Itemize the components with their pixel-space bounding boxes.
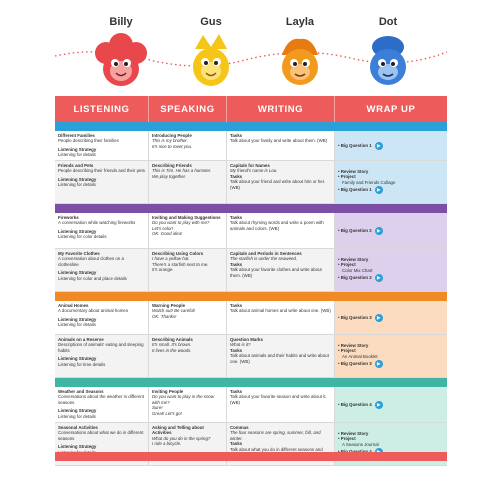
big-question-text: Big Question 4 bbox=[340, 401, 372, 407]
character-name: Billy bbox=[109, 16, 133, 28]
writing-cell bbox=[227, 335, 335, 377]
strategy-detail: Listening for details bbox=[58, 152, 96, 158]
writing-item-text: The four seasons are spring, summer, fall, and winter. bbox=[230, 430, 321, 441]
speaking-example: Great! Let's go! bbox=[152, 410, 182, 416]
speaking-example: Do you want to play with me? bbox=[152, 220, 210, 226]
character-billy bbox=[76, 0, 166, 93]
lesson-description: A documentary about animal homes bbox=[58, 308, 129, 314]
review-story-link[interactable]: • Review Story bbox=[338, 430, 369, 436]
speaking-example: This is Tim. He has a hamster. bbox=[152, 168, 212, 174]
speaking-cell bbox=[149, 301, 227, 334]
column-header-band bbox=[55, 96, 447, 122]
strategy-label: Listening Strategy bbox=[58, 316, 97, 322]
wrap-up-cell bbox=[335, 301, 447, 334]
wrap-up-cell bbox=[335, 387, 447, 422]
writing-item-text: Talk about animal homes and write about one. (WB) bbox=[230, 308, 331, 314]
review-story-label: Review Story bbox=[340, 430, 369, 436]
speaking-example: It's small. It's brown. bbox=[152, 342, 192, 348]
lesson-title: Fireworks bbox=[58, 215, 79, 220]
play-icon[interactable]: ▶ bbox=[375, 227, 383, 235]
big-question-label: • Big Question 3 bbox=[338, 361, 372, 367]
speaking-cell bbox=[149, 131, 227, 160]
wrap-up-cell bbox=[335, 249, 447, 291]
big-question-label: • Big Question 1 bbox=[338, 187, 372, 193]
speaking-example: I ride a bicycle. bbox=[152, 441, 182, 447]
big-question-link[interactable] bbox=[338, 186, 444, 194]
big-question-label: • Big Question 2 bbox=[338, 227, 372, 233]
lesson-row bbox=[55, 387, 447, 423]
character-layla bbox=[255, 0, 345, 93]
strategy-detail: Listening for color and place details bbox=[58, 275, 127, 281]
dot-figure bbox=[358, 31, 418, 93]
play-icon[interactable]: ▶ bbox=[375, 401, 383, 409]
strategy-label: Listening Strategy bbox=[58, 270, 97, 276]
strategy-label: Listening Strategy bbox=[58, 444, 97, 450]
speaking-example: OK. Thanks! bbox=[152, 313, 177, 319]
strategy-label: Listening Strategy bbox=[58, 146, 97, 152]
big-question-link[interactable] bbox=[338, 227, 444, 235]
strategy-detail: Listening for time details bbox=[58, 361, 106, 367]
project-name: An Animal Booklet bbox=[342, 353, 378, 359]
writing-item-title: Tasks bbox=[230, 441, 243, 447]
character-name: Dot bbox=[378, 16, 398, 28]
section-stripe bbox=[55, 292, 447, 301]
review-story-label: Review Story bbox=[340, 342, 369, 348]
speaking-title: Warning People bbox=[152, 303, 186, 308]
speaking-example: What do you do in the spring? bbox=[152, 435, 211, 441]
big-question-link[interactable] bbox=[338, 314, 444, 322]
bottom-band bbox=[55, 452, 447, 461]
listening-cell bbox=[55, 387, 149, 422]
writing-item-title: Tasks bbox=[230, 389, 243, 394]
writing-item-title: Tasks bbox=[230, 261, 243, 267]
big-question-link[interactable] bbox=[338, 274, 444, 282]
speaking-title: Introducing People bbox=[152, 133, 192, 138]
wrap-up-cell bbox=[335, 213, 447, 248]
big-question-label: • Big Question 4 bbox=[338, 401, 372, 407]
play-icon[interactable]: ▶ bbox=[375, 142, 383, 150]
speaking-cell bbox=[149, 335, 227, 377]
listening-cell bbox=[55, 335, 149, 377]
lesson-row bbox=[55, 213, 447, 249]
project-label: Project bbox=[340, 174, 356, 180]
header-speaking: SPEAKING bbox=[149, 96, 227, 122]
writing-item-title: Tasks bbox=[230, 173, 243, 179]
speaking-title: Inviting People bbox=[152, 389, 184, 394]
section-stripe bbox=[55, 122, 447, 131]
big-question-label: • Big Question 1 bbox=[338, 142, 372, 148]
section-stripe bbox=[55, 204, 447, 213]
strategy-label: Listening Strategy bbox=[58, 176, 97, 182]
writing-item-text: Talk about what you do in different seasons and bbox=[230, 446, 323, 452]
writing-item-text: My friend's name is Lou. bbox=[230, 168, 278, 174]
project-label-line: • Project bbox=[338, 262, 356, 268]
project-label: Project bbox=[340, 262, 356, 268]
writing-item-title: Tasks bbox=[230, 347, 243, 353]
strategy-label: Listening Strategy bbox=[58, 356, 97, 362]
character-gus bbox=[166, 0, 256, 93]
speaking-example: There's a starfish next to me. bbox=[152, 261, 209, 267]
speaking-title: Describing Using Colors bbox=[152, 251, 204, 256]
lesson-row bbox=[55, 131, 447, 161]
writing-item-text: Talk about animals and their habits and write about one. (WB) bbox=[230, 353, 329, 364]
speaking-example: It's orange. bbox=[152, 267, 174, 273]
review-story-link[interactable]: • Review Story bbox=[338, 256, 369, 262]
writing-cell bbox=[227, 131, 335, 160]
writing-item-text: Talk about your favorite clothes and write about them. (WB) bbox=[230, 267, 322, 278]
big-question-text: Big Question 3 bbox=[340, 314, 372, 320]
header-listening: LISTENING bbox=[55, 96, 149, 122]
writing-item-text: What is it? bbox=[230, 342, 251, 348]
lesson-row bbox=[55, 335, 447, 378]
review-story-link[interactable]: • Review Story bbox=[338, 342, 369, 348]
play-icon[interactable]: ▶ bbox=[375, 314, 383, 322]
listening-cell bbox=[55, 301, 149, 334]
syllabus-table bbox=[55, 122, 447, 466]
project-label-line: • Project bbox=[338, 436, 356, 442]
project-label: Project bbox=[340, 348, 356, 354]
lesson-title: Weather and Seasons bbox=[58, 389, 104, 394]
lesson-description: Conversations about what we do in different seasons bbox=[58, 430, 144, 441]
strategy-detail: Listening for details bbox=[58, 322, 96, 328]
speaking-example: I have a yellow hat. bbox=[152, 256, 190, 262]
writing-cell bbox=[227, 213, 335, 248]
speaking-example: Do you want to play in the snow with me? bbox=[152, 394, 214, 405]
writing-item-title: Commas bbox=[230, 425, 249, 430]
listening-cell bbox=[55, 161, 149, 203]
lesson-row bbox=[55, 301, 447, 335]
wrap-up-cell bbox=[335, 335, 447, 377]
writing-item-text: The starfish is under the seaweed. bbox=[230, 256, 298, 262]
big-question-link[interactable] bbox=[338, 142, 444, 150]
project-name: A Seasons Journal bbox=[342, 441, 379, 447]
writing-item-title: Question Marks bbox=[230, 337, 263, 342]
lesson-description: Descriptions of animals' eating and sleeping habits bbox=[58, 342, 144, 353]
speaking-cell bbox=[149, 387, 227, 422]
writing-item-title: Capitals and Periods in Sentences bbox=[230, 251, 302, 256]
character-name: Layla bbox=[285, 16, 315, 28]
lesson-title: Friends and Pets bbox=[58, 163, 94, 168]
speaking-title: Describing Animals bbox=[152, 337, 193, 342]
project-label: Project bbox=[340, 436, 356, 442]
strategy-label: Listening Strategy bbox=[58, 228, 97, 234]
character-strip bbox=[0, 0, 500, 96]
speaking-example: It lives in the woods. bbox=[152, 347, 192, 353]
speaking-example: This is my brother. bbox=[152, 138, 188, 144]
writing-cell bbox=[227, 161, 335, 203]
writing-item-text: Talk about your friend and write about him or her. (WB) bbox=[230, 179, 326, 190]
lesson-title: Animal Homes bbox=[58, 303, 89, 308]
lesson-description: A conversation while watching fireworks bbox=[58, 220, 136, 226]
wrap-up-cell bbox=[335, 131, 447, 160]
speaking-example: We play together. bbox=[152, 173, 187, 179]
review-story-label: Review Story bbox=[340, 256, 369, 262]
header-writing: WRITING bbox=[227, 96, 335, 122]
big-question-text: Big Question 2 bbox=[340, 227, 372, 233]
review-story-label: Review Story bbox=[340, 168, 369, 174]
speaking-example: OK. Good idea! bbox=[152, 231, 183, 237]
billy-figure bbox=[91, 31, 151, 93]
speaking-title: Describing Friends bbox=[152, 163, 192, 168]
speaking-example: Watch out! Be careful! bbox=[152, 308, 196, 314]
project-label-line: • Project bbox=[338, 348, 356, 354]
speaking-cell bbox=[149, 161, 227, 203]
wrap-up-cell bbox=[335, 161, 447, 203]
speaking-cell bbox=[149, 249, 227, 291]
speaking-cell bbox=[149, 213, 227, 248]
speaking-example: Let's color! bbox=[152, 225, 174, 231]
strategy-detail: Listening for details bbox=[58, 413, 96, 419]
big-question-text: Big Question 2 bbox=[340, 275, 372, 281]
listening-cell bbox=[55, 249, 149, 291]
strategy-label: Listening Strategy bbox=[58, 408, 97, 414]
big-question-link[interactable] bbox=[338, 360, 444, 368]
lesson-row bbox=[55, 161, 447, 204]
gus-figure bbox=[181, 31, 241, 93]
lesson-description: Conversations about the weather in different seasons bbox=[58, 394, 145, 405]
lesson-title: Animals on a Reserve bbox=[58, 337, 104, 342]
project-label-line: • Project bbox=[338, 174, 356, 180]
lesson-title: My Favorite Clothes bbox=[58, 251, 100, 256]
character-name: Gus bbox=[200, 16, 222, 28]
play-icon[interactable]: ▶ bbox=[375, 274, 383, 282]
big-question-text: Big Question 3 bbox=[340, 361, 372, 367]
project-name: Color Mix Chart bbox=[342, 267, 373, 273]
character-dot bbox=[343, 0, 433, 93]
writing-item-text: Talk about your family and write about them. (WB) bbox=[230, 138, 328, 144]
lesson-description: People describing their friends and their pets bbox=[58, 168, 145, 174]
writing-item-title: Tasks bbox=[230, 133, 243, 138]
writing-cell bbox=[227, 387, 335, 422]
big-question-label: • Big Question 3 bbox=[338, 314, 372, 320]
lesson-title: Different Families bbox=[58, 133, 95, 138]
speaking-example: It's nice to meet you. bbox=[152, 143, 193, 149]
big-question-label: • Big Question 2 bbox=[338, 275, 372, 281]
lesson-row bbox=[55, 249, 447, 292]
speaking-example: Sure! bbox=[152, 405, 163, 411]
review-story-link[interactable]: • Review Story bbox=[338, 168, 369, 174]
play-icon[interactable]: ▶ bbox=[375, 186, 383, 194]
section-stripe bbox=[55, 378, 447, 387]
writing-item-title: Capitals for Names bbox=[230, 163, 270, 168]
big-question-link[interactable] bbox=[338, 401, 444, 409]
strategy-detail: Listening for color details bbox=[58, 234, 107, 240]
listening-cell bbox=[55, 213, 149, 248]
play-icon[interactable]: ▶ bbox=[375, 360, 383, 368]
project-name: Family and Friends Collage bbox=[342, 179, 396, 185]
strategy-detail: Listening for details bbox=[58, 182, 96, 188]
writing-cell bbox=[227, 249, 335, 291]
writing-item-text: Talk about your favorite season and write about it. (WB) bbox=[230, 394, 327, 405]
lesson-title: Seasonal Activities bbox=[58, 425, 98, 430]
speaking-title: Asking and Telling about Activities bbox=[152, 425, 204, 436]
writing-item-title: Tasks bbox=[230, 303, 243, 308]
big-question-text: Big Question 1 bbox=[340, 187, 372, 193]
writing-item-text: Talk about rhyming words and write a poem with animals and colors. (WB) bbox=[230, 220, 324, 231]
lesson-description: A conversation about clothes on a clothesline bbox=[58, 256, 124, 267]
writing-cell bbox=[227, 301, 335, 334]
header-wrap-up: WRAP UP bbox=[366, 103, 416, 115]
lesson-description: People describing their families bbox=[58, 138, 119, 144]
listening-cell bbox=[55, 131, 149, 160]
speaking-title: Inviting and Making Suggestions bbox=[152, 215, 221, 220]
writing-item-title: Tasks bbox=[230, 215, 243, 220]
layla-figure bbox=[270, 31, 330, 93]
big-question-text: Big Question 1 bbox=[340, 142, 372, 148]
